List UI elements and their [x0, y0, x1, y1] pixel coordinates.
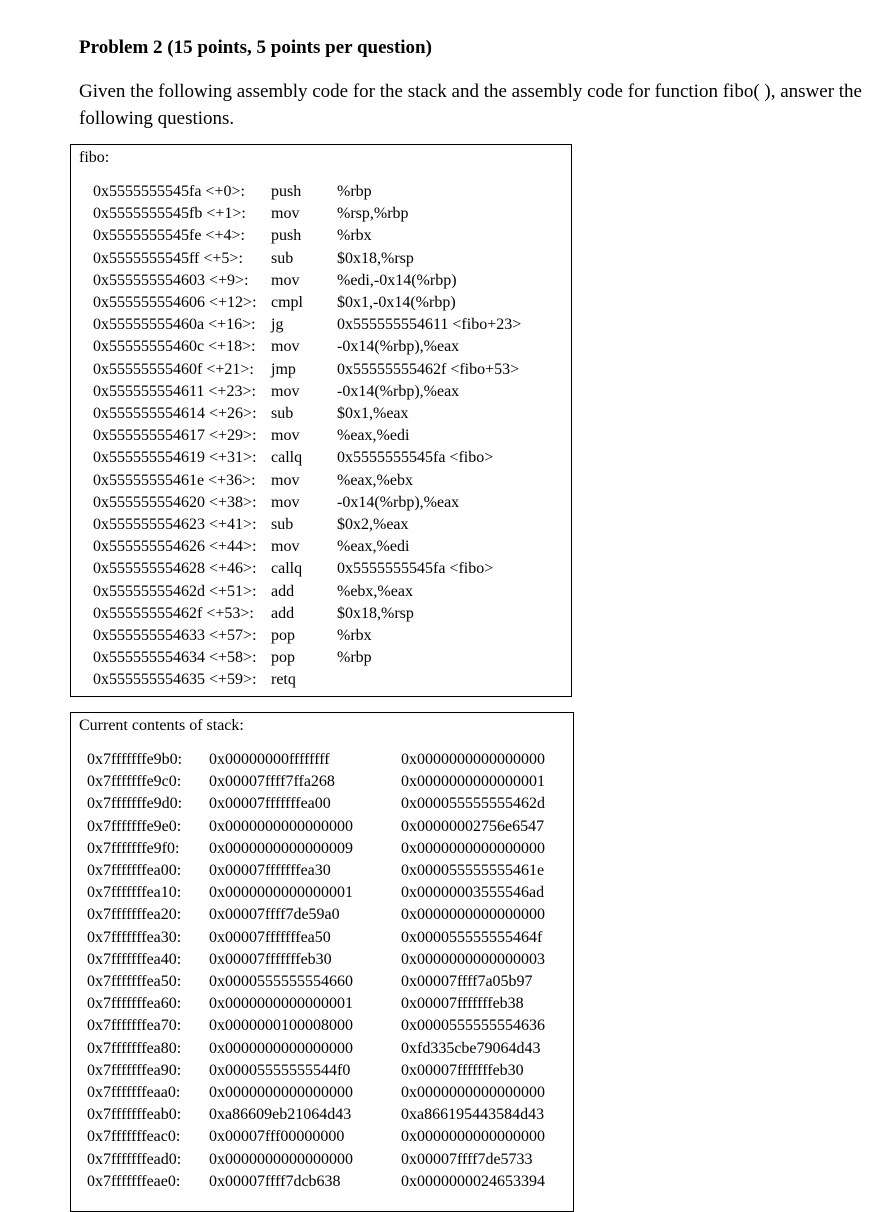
stack-value-2: 0xa866195443584d43 [401, 1106, 545, 1124]
stack-address: 0x7fffffffea70: [87, 1017, 182, 1035]
instruction-opcode: cmpl [271, 294, 303, 311]
instruction-opcode: push [271, 183, 302, 200]
stack-address: 0x7fffffffea00: [87, 862, 182, 879]
stack-address: 0x7fffffffeac0: [87, 1128, 181, 1146]
stack-value-2: 0x00000002756e6547 [401, 817, 545, 835]
instruction-opcode: callq [271, 560, 303, 578]
problem-intro: Given the following assembly code for the stack and the assembly code for function fibo( ), answer the following questions. [79, 81, 862, 129]
instruction-opcode: mov [271, 471, 300, 489]
instruction-opcode: jmp [271, 360, 296, 378]
stack-value-1: 0xa86609eb21064d43 [209, 1106, 352, 1124]
stack-address: 0x7fffffffea10: [87, 884, 182, 902]
stack-address: 0x7fffffffe9d0: [87, 795, 183, 813]
stack-value-1: 0x0000000100008000 [209, 1017, 353, 1035]
stack-address: 0x7fffffffeae0: [87, 1172, 181, 1190]
instruction-address: 0x555555554623 <+41>: [93, 516, 257, 533]
instruction-opcode: mov [271, 205, 300, 223]
stack-address: 0x7fffffffe9c0: [87, 773, 182, 791]
stack-address: 0x7fffffffea30: [87, 928, 182, 946]
stack-address: 0x7fffffffea40: [87, 950, 182, 968]
stack-address: 0x7fffffffea60: [87, 995, 182, 1013]
instruction-address: 0x55555555462f <+53>: [93, 604, 254, 622]
instruction-operands: $0x2,%eax [337, 516, 409, 533]
instruction-opcode: sub [271, 516, 294, 533]
instruction-operands: 0x555555554611 <fibo+23> [337, 316, 522, 334]
stack-value-2: 0xfd335cbe79064d43 [401, 1039, 541, 1057]
instruction-opcode: mov [271, 493, 300, 511]
instruction-opcode: mov [271, 427, 300, 445]
stack-address: 0x7fffffffeab0: [87, 1106, 182, 1124]
fibo-assembly-box [70, 144, 572, 697]
stack-value-1: 0x00007ffff7dcb638 [209, 1172, 341, 1190]
instruction-operands: $0x1,%eax [337, 405, 409, 422]
instruction-operands: %ebx,%eax [337, 582, 413, 600]
stack-value-1: 0x0000000000000001 [209, 884, 353, 902]
stack-value-2: 0x000055555555464f [401, 928, 543, 946]
instruction-operands: %rbp [337, 183, 372, 200]
stack-value-2: 0x0000000000000001 [401, 773, 545, 791]
instruction-address: 0x55555555461e <+36>: [93, 471, 256, 489]
instruction-opcode: jg [271, 316, 284, 334]
stack-value-2: 0x00000003555546ad [401, 884, 545, 902]
instruction-operands: -0x14(%rbp),%eax [337, 493, 460, 511]
stack-value-2: 0x000055555555462d [401, 795, 545, 813]
instruction-address: 0x555555554633 <+57>: [93, 627, 257, 644]
instruction-operands: %rbx [337, 227, 372, 245]
instruction-address: 0x555555554634 <+58>: [93, 649, 257, 667]
stack-value-2: 0x0000555555554636 [401, 1017, 545, 1035]
instruction-address: 0x555555554606 <+12>: [93, 294, 257, 311]
stack-value-2: 0x00007fffffffeb30 [401, 1061, 524, 1079]
instruction-opcode: add [271, 604, 295, 622]
instruction-address: 0x5555555545fe <+4>: [93, 227, 245, 245]
instruction-opcode: mov [271, 271, 300, 289]
stack-value-1: 0x00007fff00000000 [209, 1128, 345, 1146]
stack-value-2: 0x000055555555461e [401, 862, 545, 879]
stack-value-2: 0x0000000024653394 [401, 1172, 545, 1190]
instruction-opcode: push [271, 227, 302, 245]
instruction-opcode: pop [271, 627, 295, 644]
instruction-address: 0x5555555545ff <+5>: [93, 249, 243, 267]
instruction-opcode: sub [271, 249, 294, 267]
instruction-address: 0x5555555545fa <+0>: [93, 183, 245, 200]
instruction-address: 0x555555554628 <+46>: [93, 560, 257, 578]
instruction-address: 0x55555555460c <+18>: [93, 338, 256, 356]
stack-value-1: 0x00007fffffffeb30 [209, 950, 332, 968]
instruction-opcode: mov [271, 338, 300, 356]
stack-value-1: 0x00007ffff7de59a0 [209, 906, 340, 924]
instruction-operands: -0x14(%rbp),%eax [337, 338, 460, 356]
stack-value-1: 0x00007fffffffea50 [209, 928, 331, 946]
stack-value-2: 0x00007ffff7de5733 [401, 1150, 533, 1168]
instruction-address: 0x555555554617 <+29>: [93, 427, 257, 445]
instruction-address: 0x555555554619 <+31>: [93, 449, 257, 467]
instruction-address: 0x555555554611 <+23>: [93, 382, 256, 400]
stack-contents-box [70, 712, 574, 1212]
stack-address: 0x7fffffffea50: [87, 973, 182, 990]
stack-value-1: 0x0000000000000000 [209, 1150, 353, 1168]
stack-value-1: 0x0000555555554660 [209, 973, 353, 990]
stack-value-1: 0x0000000000000000 [209, 1039, 353, 1057]
stack-address: 0x7fffffffea90: [87, 1061, 182, 1079]
instruction-address: 0x55555555460a <+16>: [93, 316, 256, 334]
stack-address: 0x7fffffffe9e0: [87, 817, 182, 835]
instruction-address: 0x55555555462d <+51>: [93, 582, 257, 600]
instruction-operands: %eax,%edi [337, 538, 410, 556]
stack-value-2: 0x0000000000000000 [401, 751, 545, 768]
stack-address: 0x7fffffffeaa0: [87, 1084, 181, 1101]
stack-value-1: 0x00007fffffffea30 [209, 862, 331, 879]
instruction-address: 0x555555554626 <+44>: [93, 538, 257, 556]
instruction-address: 0x555555554635 <+59>: [93, 671, 257, 689]
fibo-label: fibo: [79, 149, 110, 166]
stack-value-2: 0x0000000000000000 [401, 1128, 545, 1146]
instruction-address: 0x555555554614 <+26>: [93, 405, 257, 422]
stack-value-2: 0x0000000000000000 [401, 1084, 545, 1101]
instruction-opcode: callq [271, 449, 303, 467]
instruction-operands: %eax,%edi [337, 427, 410, 445]
instruction-operands: 0x5555555545fa <fibo> [337, 560, 494, 578]
stack-address: 0x7fffffffe9b0: [87, 751, 183, 768]
stack-value-1: 0x0000000000000001 [209, 995, 353, 1013]
instruction-address: 0x55555555460f <+21>: [93, 360, 254, 378]
stack-value-1: 0x0000000000000000 [209, 817, 353, 835]
instruction-opcode: mov [271, 538, 300, 556]
stack-address: 0x7fffffffea20: [87, 906, 182, 924]
stack-value-2: 0x0000000000000000 [401, 839, 545, 857]
instruction-address: 0x5555555545fb <+1>: [93, 205, 246, 223]
stack-value-1: 0x0000000000000000 [209, 1084, 353, 1101]
stack-value-2: 0x00007fffffffeb38 [401, 995, 524, 1013]
stack-value-1: 0x00007ffff7ffa268 [209, 773, 335, 791]
stack-value-1: 0x0000000000000009 [209, 839, 353, 857]
instruction-operands: $0x18,%rsp [337, 249, 414, 267]
stack-value-1: 0x00000000ffffffff [209, 751, 330, 768]
stack-label: Current contents of stack: [79, 717, 244, 734]
stack-value-2: 0x0000000000000000 [401, 906, 545, 924]
instruction-opcode: mov [271, 382, 300, 400]
instruction-operands: %rbp [337, 649, 372, 667]
stack-address: 0x7fffffffead0: [87, 1150, 182, 1168]
instruction-operands: $0x1,-0x14(%rbp) [337, 294, 456, 311]
stack-value-2: 0x00007ffff7a05b97 [401, 973, 533, 990]
stack-address: 0x7fffffffe9f0: [87, 839, 180, 857]
instruction-opcode: pop [271, 649, 295, 667]
stack-address: 0x7fffffffea80: [87, 1039, 182, 1057]
instruction-opcode: sub [271, 405, 294, 422]
instruction-operands: 0x5555555545fa <fibo> [337, 449, 494, 467]
instruction-operands: %rsp,%rbp [337, 205, 409, 223]
stack-value-1: 0x00007fffffffea00 [209, 795, 331, 813]
instruction-operands: %edi,-0x14(%rbp) [337, 271, 457, 289]
instruction-operands: -0x14(%rbp),%eax [337, 382, 460, 400]
stack-value-1: 0x00005555555544f0 [209, 1061, 351, 1079]
instruction-opcode: add [271, 582, 295, 600]
instruction-address: 0x555555554603 <+9>: [93, 271, 249, 289]
instruction-operands: 0x55555555462f <fibo+53> [337, 360, 520, 378]
instruction-address: 0x555555554620 <+38>: [93, 493, 257, 511]
instruction-opcode: retq [271, 671, 296, 689]
instruction-operands: %eax,%ebx [337, 471, 413, 489]
instruction-operands: %rbx [337, 627, 372, 644]
problem-title: Problem 2 (15 points, 5 points per question) [79, 37, 432, 58]
instruction-operands: $0x18,%rsp [337, 604, 414, 622]
stack-value-2: 0x0000000000000003 [401, 950, 545, 968]
